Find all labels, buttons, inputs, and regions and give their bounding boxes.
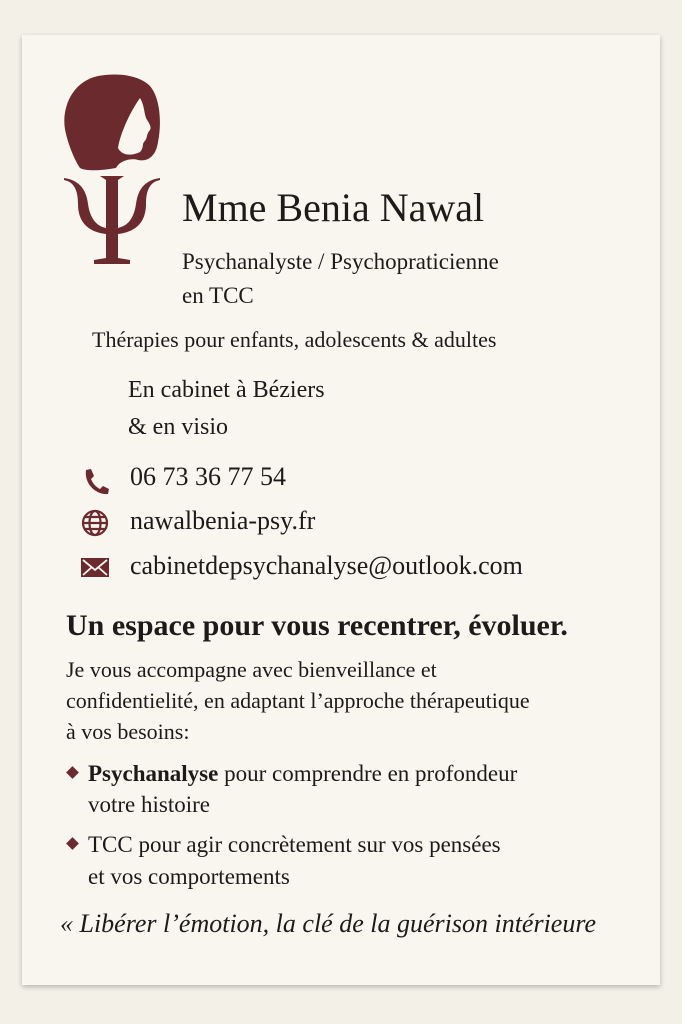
bullet-1-text: pour comprendre en profondeur xyxy=(218,761,518,786)
tagline-heading: Un espace pour vous recentrer, évoluer. xyxy=(66,609,568,642)
paragraph-line-2: confidentielité, en adaptant l’approche thérapeutique xyxy=(66,688,530,713)
practitioner-name: Mme Benia Nawal xyxy=(182,185,485,230)
bullet-2-line-2: et vos comportements xyxy=(88,864,290,889)
subtitle-line-2: en TCC xyxy=(182,283,254,308)
phone-icon xyxy=(80,466,110,496)
globe-icon xyxy=(80,508,110,538)
quote: « Libérer l’émotion, la clé de la guérison intérieure xyxy=(60,909,597,938)
location-line-1: En cabinet à Béziers xyxy=(128,377,325,403)
location-line-2: & en visio xyxy=(128,414,228,440)
subtitle-line-1: Psychanalyste / Psychopraticienne xyxy=(182,249,499,274)
bullet-2-line-1: TCC pour agir concrètement sur vos pensées xyxy=(88,832,501,857)
website-link[interactable]: nawalbenia-psy.fr xyxy=(130,506,316,535)
paragraph-line-1: Je vous accompagne avec bienveillance et xyxy=(66,657,437,682)
bullet-1-line-2: votre histoire xyxy=(88,792,210,817)
paragraph-line-3: à vos besoins: xyxy=(66,719,190,744)
bullet-1-bold: Psychanalyse xyxy=(88,761,219,786)
bullet-1-line-1 xyxy=(88,758,517,790)
therapies-text: Thérapies pour enfants, adolescents & adultes xyxy=(92,327,497,352)
email-link[interactable]: cabinetdepsychanalyse@outlook.com xyxy=(130,551,523,580)
envelope-icon xyxy=(80,553,110,583)
psi-woman-profile-logo xyxy=(60,72,164,268)
phone-number[interactable]: 06 73 36 77 54 xyxy=(130,462,286,491)
